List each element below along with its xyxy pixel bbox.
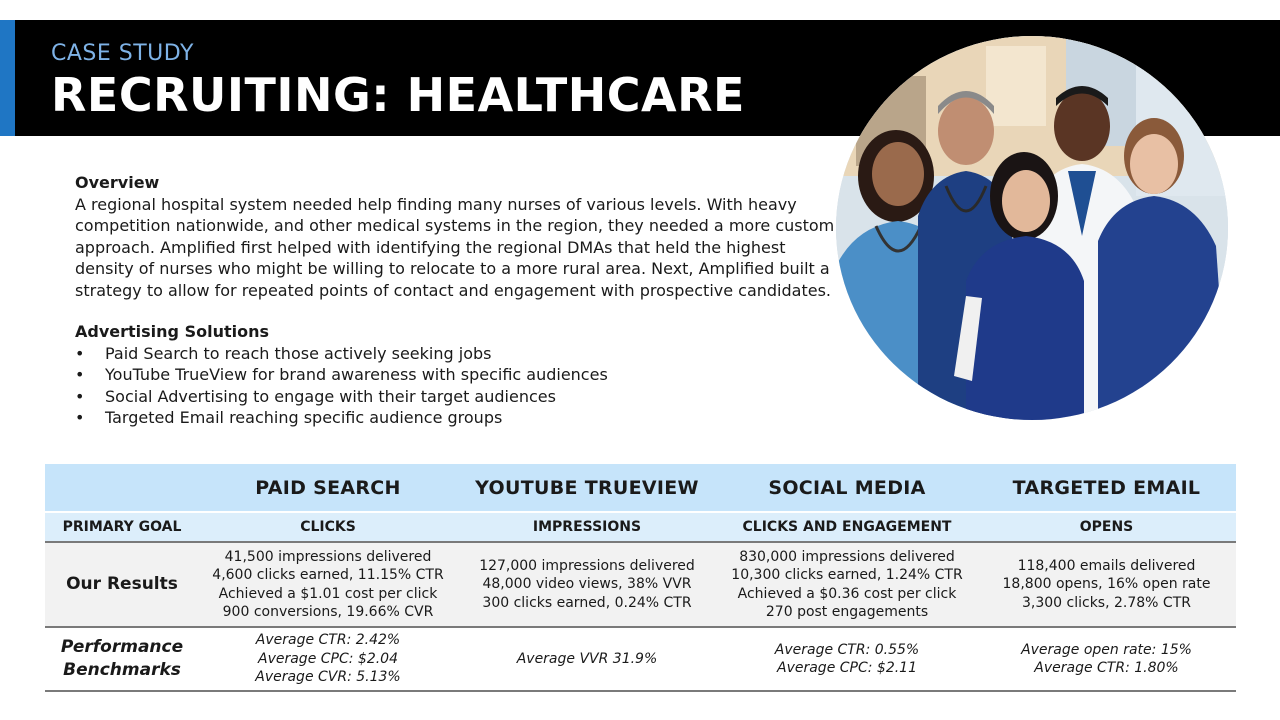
cell-line: 41,500 impressions delivered <box>224 548 432 565</box>
table-row <box>45 627 1236 691</box>
row-label-line: Benchmarks <box>63 660 181 680</box>
cell-line: Average CPC: $2.04 <box>258 650 398 667</box>
accent-bar <box>0 20 15 136</box>
table-header-row <box>45 464 1236 512</box>
column-header: TARGETED EMAIL <box>977 464 1236 512</box>
bullet-icon: • <box>75 408 85 427</box>
case-study-label: CASE STUDY <box>51 41 194 66</box>
solution-text: Social Advertising to engage with their target audiences <box>105 386 556 406</box>
solutions-list <box>75 343 835 429</box>
cell-line: 4,600 clicks earned, 11.15% CTR <box>212 567 444 583</box>
row-label-line: Performance <box>60 637 184 657</box>
cell-line: Achieved a $0.36 cost per click <box>737 585 957 602</box>
cell-line: 830,000 impressions delivered <box>739 548 955 565</box>
body-content <box>75 172 835 429</box>
empty-header-cell <box>45 464 199 512</box>
results-cell <box>457 542 717 627</box>
benchmark-cell <box>199 627 457 691</box>
list-item <box>75 364 835 386</box>
cell-line: Average CTR: 1.80% <box>1034 660 1179 676</box>
cell-line: 118,400 emails delivered <box>1017 557 1196 574</box>
overview-text: A regional hospital system needed help finding many nurses of various levels. With heavy competition nationwide, and other medical systems in the region, they needed a more custom approach. Amplified first helped with identifying the regional DMAs that held the highest density of nurses who might be willing to relocate to a more rural area. Next, Amplified built a strategy to allow for repeated points of contact and engagement with prospective candidates. <box>75 194 835 300</box>
solution-text: Paid Search to reach those actively seeking jobs <box>105 343 492 363</box>
solution-text: YouTube TrueView for brand awareness with specific audiences <box>105 365 608 384</box>
cell-line: 48,000 video views, 38% VVR <box>482 576 692 593</box>
results-table <box>45 464 1236 692</box>
overview-heading: Overview <box>75 173 160 192</box>
cell-line: Average VVR 31.9% <box>516 650 658 667</box>
page-title: RECRUITING: HEALTHCARE <box>51 68 745 122</box>
cell-line: Average open rate: 15% <box>1021 641 1192 658</box>
column-header: PAID SEARCH <box>199 464 457 512</box>
cell-line: 300 clicks earned, 0.24% CTR <box>482 594 692 611</box>
results-cell <box>199 542 457 627</box>
cell-line: Average CTR: 0.55% <box>774 641 920 658</box>
table-row <box>45 512 1236 542</box>
cell-line: 3,300 clicks, 2.78% CTR <box>1022 594 1191 611</box>
list-item <box>75 386 835 408</box>
cell-line: 127,000 impressions delivered <box>479 557 695 574</box>
row-label: PRIMARY GOAL <box>45 512 199 542</box>
goal-cell: CLICKS <box>199 512 457 542</box>
healthcare-team-photo <box>836 36 1228 420</box>
cell-line: Average CVR: 5.13% <box>255 669 401 686</box>
goal-cell: IMPRESSIONS <box>457 512 717 542</box>
goal-cell: OPENS <box>977 512 1236 542</box>
column-header: YOUTUBE TRUEVIEW <box>457 464 717 512</box>
cell-line: Average CTR: 2.42% <box>255 632 401 649</box>
cell-line: 10,300 clicks earned, 1.24% CTR <box>731 567 963 583</box>
results-cell <box>977 542 1236 627</box>
bullet-icon: • <box>75 343 85 363</box>
results-cell <box>717 542 977 627</box>
bullet-icon: • <box>75 386 85 406</box>
benchmark-cell <box>457 627 717 691</box>
solution-text: Targeted Email reaching specific audience groups <box>105 408 503 427</box>
list-item <box>75 343 835 365</box>
row-label <box>45 627 199 691</box>
list-item <box>75 407 835 429</box>
bullet-icon: • <box>75 365 85 384</box>
cell-line: 900 conversions, 19.66% CVR <box>222 604 434 620</box>
row-label: Our Results <box>45 542 199 627</box>
table-row <box>45 542 1236 627</box>
cell-line: 18,800 opens, 16% open rate <box>1002 576 1211 593</box>
goal-cell: CLICKS AND ENGAGEMENT <box>717 512 977 542</box>
benchmark-cell <box>717 627 977 691</box>
cell-line: Achieved a $1.01 cost per click <box>218 585 438 602</box>
cell-line: 270 post engagements <box>765 604 929 620</box>
column-header: SOCIAL MEDIA <box>717 464 977 512</box>
solutions-heading: Advertising Solutions <box>75 322 269 341</box>
cell-line: Average CPC: $2.11 <box>777 660 917 676</box>
benchmark-cell <box>977 627 1236 691</box>
